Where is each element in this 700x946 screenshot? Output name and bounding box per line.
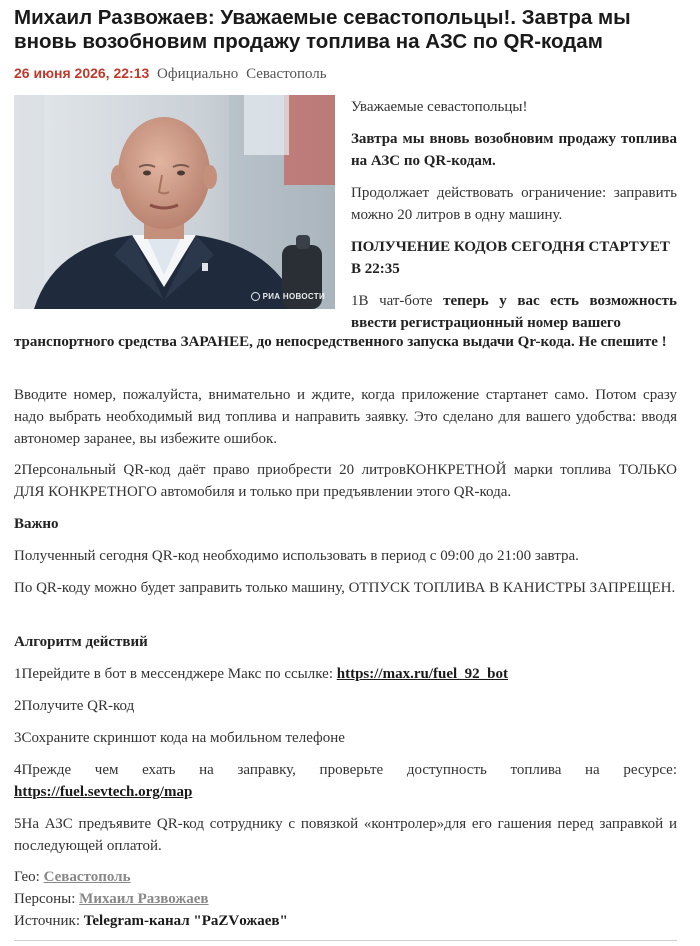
category-link-official[interactable]: Официально xyxy=(157,66,239,82)
persons-label: Персоны: xyxy=(14,891,80,907)
fuel-map-link[interactable]: https://fuel.sevtech.org/map xyxy=(14,784,193,800)
paragraph-lead xyxy=(351,128,677,172)
heading-important-text: Важно xyxy=(14,516,59,532)
paragraph-canisters: По QR-коду можно будет заправить только машину, ОТПУСК ТОПЛИВА В КАНИСТРЫ ЗАПРЕЩЕН. xyxy=(14,580,676,596)
photo-watermark xyxy=(251,292,325,301)
paragraph-codes-start xyxy=(351,236,677,280)
publish-date: 26 июня 2026, 22:13 xyxy=(14,65,150,81)
step-3: 3Сохраните скриншот кода на мобильном телефоне xyxy=(14,730,345,746)
paragraph-period: Полученный сегодня QR-код необходимо использовать в период с 09:00 до 21:00 завтра. xyxy=(14,548,579,564)
codes-start-bold: ПОЛУЧЕНИЕ КОДОВ СЕГОДНЯ СТАРТУЕТ В 22:35 xyxy=(351,239,670,277)
geo-link[interactable]: Севастополь xyxy=(43,869,131,885)
step-1 xyxy=(14,663,677,685)
step1-bold-a: теперь у вас есть возможность ввести регистрационный номер вашего xyxy=(351,293,677,331)
paragraph-enter-number: Вводите номер, пожалуйста, внимательно и ждите, когда приложение стартанет само. Потом сразу надо выбрать необходимый вид топлива и направить заявку. Это сделано для вашего удобства: вводя автономер заранее, вы избежите ошибок. xyxy=(14,387,677,447)
step1-bold-b: транспортного средства ЗАРАНЕЕ, до непосредственного запуска выдачи Qr-кода. Не спешите ! xyxy=(14,334,667,350)
footer-geo xyxy=(14,866,131,888)
article-photo xyxy=(14,95,335,309)
heading-algorithm-text: Алгоритм действий xyxy=(14,634,148,650)
source-value: Telegram-канал "PaZVожаев" xyxy=(83,913,288,929)
step-5: 5На АЗС предъявите QR-код сотруднику с повязкой «контролер»для его гашения перед заправкой и последующей оплатой. xyxy=(14,816,677,854)
heading-important xyxy=(14,513,677,535)
category-link-sevastopol[interactable]: Севастополь xyxy=(246,66,327,82)
footer-persons xyxy=(14,888,209,910)
right-column-text xyxy=(351,96,677,334)
article-meta xyxy=(14,63,327,84)
paragraph-limit: Продолжает действовать ограничение: заправить можно 20 литров в одну машину. xyxy=(351,185,677,223)
step-4 xyxy=(14,759,677,803)
step-2: 2Получите QR-код xyxy=(14,698,135,714)
step-4-text: 4Прежде чем ехать на заправку, проверьте доступность топлива на ресурсе: xyxy=(14,762,677,778)
step-1-text: 1Перейдите в бот в мессенджере Макс по ссылке: xyxy=(14,666,337,682)
footer-source xyxy=(14,910,288,932)
bottom-divider xyxy=(14,940,677,941)
watermark-text: РИА НОВОСТИ xyxy=(262,292,325,301)
lead-bold: Завтра мы вновь возобновим продажу топлива на АЗС по QR-кодам. xyxy=(351,131,677,169)
ria-logo-icon xyxy=(251,292,260,301)
paragraph-greeting: Уважаемые севастопольцы! xyxy=(351,99,528,115)
bot-link[interactable]: https://max.ru/fuel_92_bot xyxy=(336,666,508,682)
step1-prefix: 1В чат-боте xyxy=(351,293,444,309)
paragraph-step1-part2 xyxy=(14,331,677,353)
portrait-illustration xyxy=(14,95,335,309)
article-title: Михаил Развожаев: Уважаемые севастопольцы!. Завтра мы вновь возобновим продажу топлива на АЗС по QR-кодам xyxy=(14,6,631,53)
geo-label: Гео: xyxy=(14,869,44,885)
paragraph-step1-part1 xyxy=(351,290,677,334)
paragraph-personal-code: 2Персональный QR-код даёт право приобрести 20 литровКОНКРЕТНОЙ марки топлива ТОЛЬКО ДЛЯ КОНКРЕТНОГО автомобиля и только при предъявлении этого QR-кода. xyxy=(14,462,677,500)
source-label: Источник: xyxy=(14,913,84,929)
heading-algorithm xyxy=(14,631,677,653)
person-link[interactable]: Михаил Развожаев xyxy=(79,891,209,907)
